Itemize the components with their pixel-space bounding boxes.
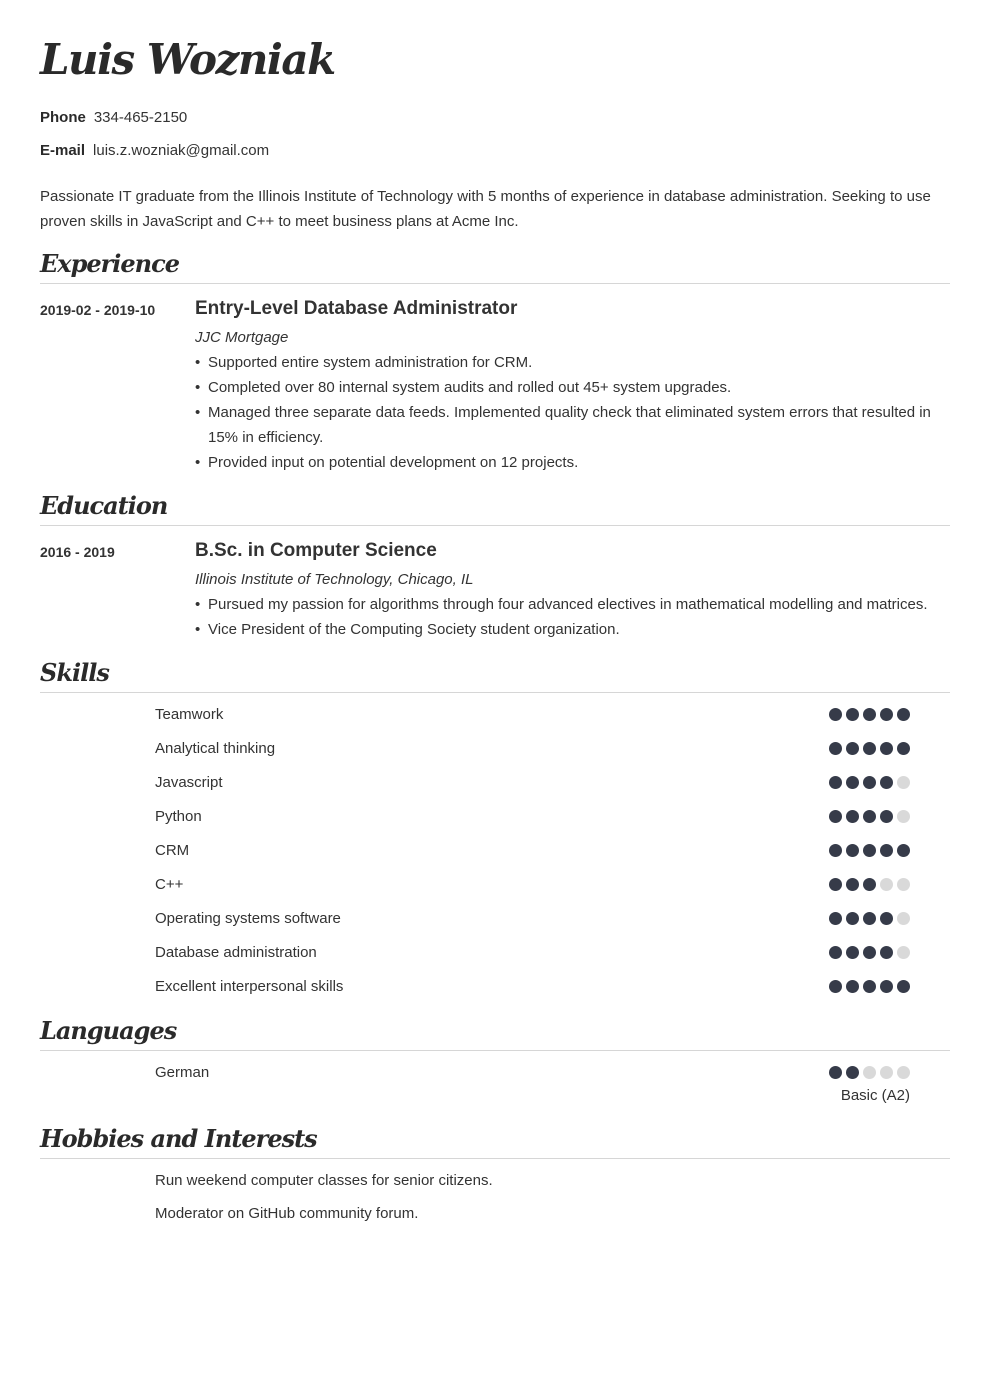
- rating-dot-filled-icon: [880, 810, 893, 823]
- skill-rating: [829, 912, 910, 925]
- rating-dot-filled-icon: [846, 742, 859, 755]
- rating-dot-filled-icon: [863, 742, 876, 755]
- rating-dot-filled-icon: [829, 912, 842, 925]
- skill-row: [155, 773, 910, 807]
- experience-entry: [195, 296, 950, 475]
- rating-dot-filled-icon: [829, 742, 842, 755]
- rating-dot-empty-icon: [880, 878, 893, 891]
- bullet-icon: •: [195, 454, 201, 471]
- school-name: Illinois Institute of Technology, Chicago, IL: [195, 571, 474, 588]
- skill-name: CRM: [155, 842, 190, 859]
- skill-name: Javascript: [155, 774, 223, 791]
- rating-dot-filled-icon: [897, 708, 910, 721]
- skill-rating: [829, 946, 910, 959]
- rating-dot-filled-icon: [846, 708, 859, 721]
- skill-row: [155, 875, 910, 909]
- skill-rating: [829, 878, 910, 891]
- skill-row: [155, 977, 910, 1011]
- list-item: • Supported entire system administration for CRM.: [195, 350, 950, 375]
- section-heading-skills: Skills: [40, 658, 109, 687]
- section-divider: [40, 692, 950, 693]
- hobby-item: Run weekend computer classes for senior citizens.: [155, 1172, 493, 1189]
- section-heading-education: Education: [40, 491, 168, 520]
- skill-name: Excellent interpersonal skills: [155, 978, 344, 995]
- experience-bullets: [195, 350, 950, 475]
- section-heading-languages: Languages: [40, 1016, 177, 1045]
- skill-rating: [829, 980, 910, 993]
- rating-dot-filled-icon: [829, 980, 842, 993]
- rating-dot-filled-icon: [863, 912, 876, 925]
- list-item: • Vice President of the Computing Society student organization.: [195, 617, 950, 642]
- rating-dot-filled-icon: [846, 1066, 859, 1079]
- profile-summary: Passionate IT graduate from the Illinois Institute of Technology with 5 months of experience in database administration. Seeking to use proven skills in JavaScript and C++ to meet business plans at Acme Inc.: [40, 188, 931, 230]
- rating-dot-filled-icon: [863, 946, 876, 959]
- rating-dot-empty-icon: [897, 946, 910, 959]
- rating-dot-empty-icon: [897, 1066, 910, 1079]
- rating-dot-empty-icon: [897, 912, 910, 925]
- skills-section: [40, 657, 950, 689]
- rating-dot-filled-icon: [846, 844, 859, 857]
- language-row: [155, 1063, 910, 1109]
- hobbies-section: [40, 1123, 950, 1155]
- list-item: • Completed over 80 internal system audits and rolled out 45+ system upgrades.: [195, 375, 950, 400]
- rating-dot-filled-icon: [846, 878, 859, 891]
- section-heading-experience: Experience: [40, 249, 180, 278]
- rating-dot-filled-icon: [863, 844, 876, 857]
- list-item: • Managed three separate data feeds. Implemented quality check that eliminated system errors that resulted in 15% in efficiency.: [195, 400, 950, 450]
- rating-dot-filled-icon: [846, 980, 859, 993]
- education-dates: 2016 - 2019: [40, 544, 115, 560]
- rating-dot-empty-icon: [880, 1066, 893, 1079]
- skill-rating: [829, 742, 910, 755]
- education-section: [40, 490, 950, 638]
- rating-dot-empty-icon: [897, 810, 910, 823]
- rating-dot-filled-icon: [846, 946, 859, 959]
- skill-row: [155, 807, 910, 841]
- section-heading-hobbies: Hobbies and Interests: [40, 1124, 317, 1153]
- rating-dot-filled-icon: [880, 776, 893, 789]
- skill-row: [155, 841, 910, 875]
- rating-dot-filled-icon: [829, 708, 842, 721]
- experience-dates: 2019-02 - 2019-10: [40, 302, 156, 318]
- rating-dot-filled-icon: [897, 980, 910, 993]
- skill-name: C++: [155, 876, 184, 893]
- rating-dot-filled-icon: [863, 708, 876, 721]
- hobby-item: Moderator on GitHub community forum.: [155, 1205, 419, 1222]
- skill-rating: [829, 708, 910, 721]
- rating-dot-filled-icon: [863, 878, 876, 891]
- bullet-icon: •: [195, 596, 201, 613]
- rating-dot-filled-icon: [846, 776, 859, 789]
- phone-value: 334-465-2150: [93, 109, 188, 126]
- rating-dot-filled-icon: [829, 776, 842, 789]
- rating-dot-filled-icon: [880, 946, 893, 959]
- skill-row: [155, 943, 910, 977]
- skill-name: Analytical thinking: [155, 740, 276, 757]
- education-bullets: [195, 592, 950, 642]
- rating-dot-empty-icon: [897, 776, 910, 789]
- bullet-icon: •: [195, 621, 201, 638]
- job-title: Entry-Level Database Administrator: [195, 298, 518, 319]
- skill-row: [155, 705, 910, 739]
- section-divider: [40, 283, 950, 284]
- section-divider: [40, 1050, 950, 1051]
- education-entry: [195, 538, 950, 642]
- rating-dot-filled-icon: [829, 844, 842, 857]
- skill-name: Python: [155, 808, 202, 825]
- rating-dot-filled-icon: [829, 946, 842, 959]
- rating-dot-empty-icon: [897, 878, 910, 891]
- rating-dot-filled-icon: [863, 776, 876, 789]
- rating-dot-filled-icon: [880, 980, 893, 993]
- skill-name: Database administration: [155, 944, 317, 961]
- rating-dot-filled-icon: [863, 810, 876, 823]
- rating-dot-filled-icon: [829, 1066, 842, 1079]
- rating-dot-filled-icon: [880, 844, 893, 857]
- list-item: • Pursued my passion for algorithms through four advanced electives in mathematical modelling and matrices.: [195, 592, 950, 617]
- rating-dot-filled-icon: [880, 708, 893, 721]
- rating-dot-filled-icon: [897, 742, 910, 755]
- rating-dot-filled-icon: [880, 912, 893, 925]
- bullet-icon: •: [195, 379, 201, 396]
- experience-section: [40, 248, 950, 471]
- bullet-icon: •: [195, 404, 201, 421]
- degree-title: B.Sc. in Computer Science: [195, 540, 437, 561]
- rating-dot-filled-icon: [829, 810, 842, 823]
- company-name: JJC Mortgage: [195, 329, 289, 346]
- skill-row: [155, 739, 910, 773]
- skill-rating: [829, 844, 910, 857]
- candidate-name: Luis Wozniak: [40, 35, 335, 84]
- rating-dot-filled-icon: [863, 980, 876, 993]
- phone-line: [40, 108, 187, 128]
- bullet-icon: •: [195, 354, 201, 371]
- skill-name: Teamwork: [155, 706, 224, 723]
- skill-rating: [829, 776, 910, 789]
- language-name: German: [155, 1064, 210, 1081]
- rating-dot-filled-icon: [846, 810, 859, 823]
- phone-label: Phone: [40, 109, 86, 126]
- languages-section: [40, 1015, 950, 1047]
- language-rating: [829, 1066, 910, 1079]
- skill-rating: [829, 810, 910, 823]
- list-item: • Provided input on potential development on 12 projects.: [195, 450, 950, 475]
- email-line: [40, 141, 269, 161]
- rating-dot-empty-icon: [863, 1066, 876, 1079]
- rating-dot-filled-icon: [880, 742, 893, 755]
- rating-dot-filled-icon: [846, 912, 859, 925]
- language-level: Basic (A2): [840, 1087, 910, 1104]
- skill-name: Operating systems software: [155, 910, 341, 927]
- skill-row: [155, 909, 910, 943]
- email-label: E-mail: [40, 142, 86, 159]
- rating-dot-filled-icon: [897, 844, 910, 857]
- rating-dot-filled-icon: [829, 878, 842, 891]
- email-value: luis.z.wozniak@gmail.com: [93, 142, 270, 159]
- section-divider: [40, 1158, 950, 1159]
- section-divider: [40, 525, 950, 526]
